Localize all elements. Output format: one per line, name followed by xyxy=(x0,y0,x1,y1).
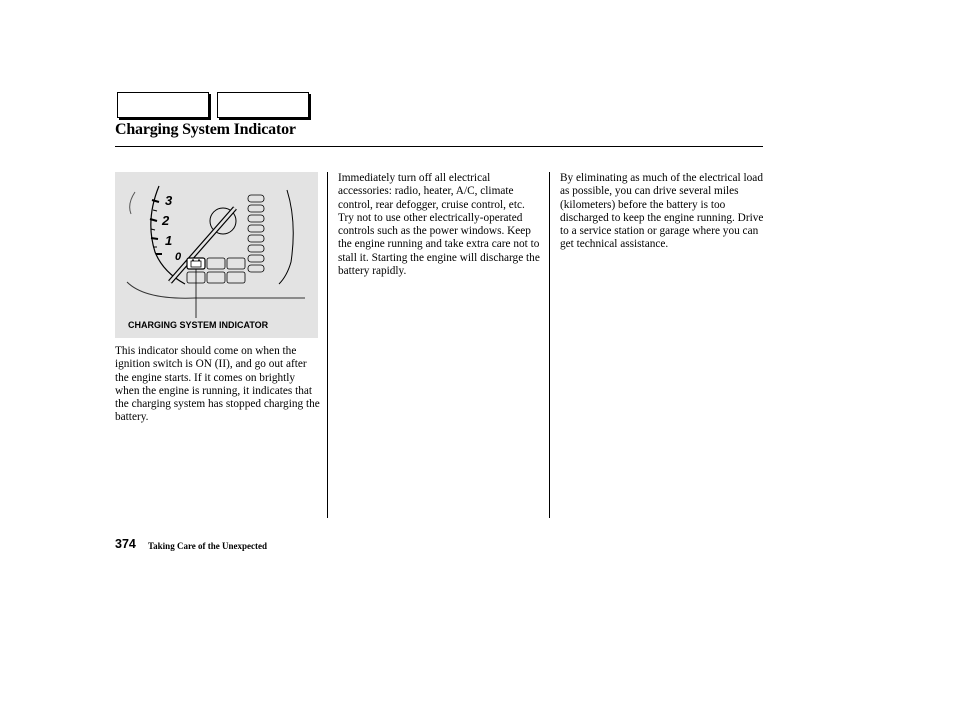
section-name: Taking Care of the Unexpected xyxy=(148,541,267,551)
instrument-cluster-drawing xyxy=(115,172,318,338)
column-1-text: This indicator should come on when the ignition switch is ON (II), and go out after the engine starts. If it comes on brightly when the engine is running, it indicates that the charging system has stopped charging the battery. xyxy=(115,345,320,424)
nav-button-1[interactable] xyxy=(117,92,209,118)
battery-icon xyxy=(187,258,205,269)
column-3-text: By eliminating as much of the electrical load as possible, you can drive several miles (kilometers) before the battery is too discharged to keep the engine running. Drive to a service station or garage where you can get technical assistance. xyxy=(560,172,764,251)
gauge-label-3: 3 xyxy=(165,193,173,208)
page-title: Charging System Indicator xyxy=(115,121,296,138)
gauge-label-2: 2 xyxy=(162,213,170,228)
gauge-label-1: 1 xyxy=(165,233,173,248)
column-divider-1 xyxy=(327,172,328,518)
page-number: 374 xyxy=(115,537,136,551)
title-divider xyxy=(115,146,763,147)
column-divider-2 xyxy=(549,172,550,518)
gauge-label-0: 0 xyxy=(175,251,182,263)
instrument-cluster-illustration xyxy=(115,172,318,338)
figure-caption: CHARGING SYSTEM INDICATOR xyxy=(128,320,269,330)
column-2-text: Immediately turn off all electrical accessories: radio, heater, A/C, climate control, rear defogger, cruise control, etc. Try not to use other electrically-operated controls such as the power windows. Keep the engine running and take extra care not to stall it. Starting the engine will discharge the battery rapidly. xyxy=(338,172,540,278)
nav-button-2[interactable] xyxy=(217,92,309,118)
